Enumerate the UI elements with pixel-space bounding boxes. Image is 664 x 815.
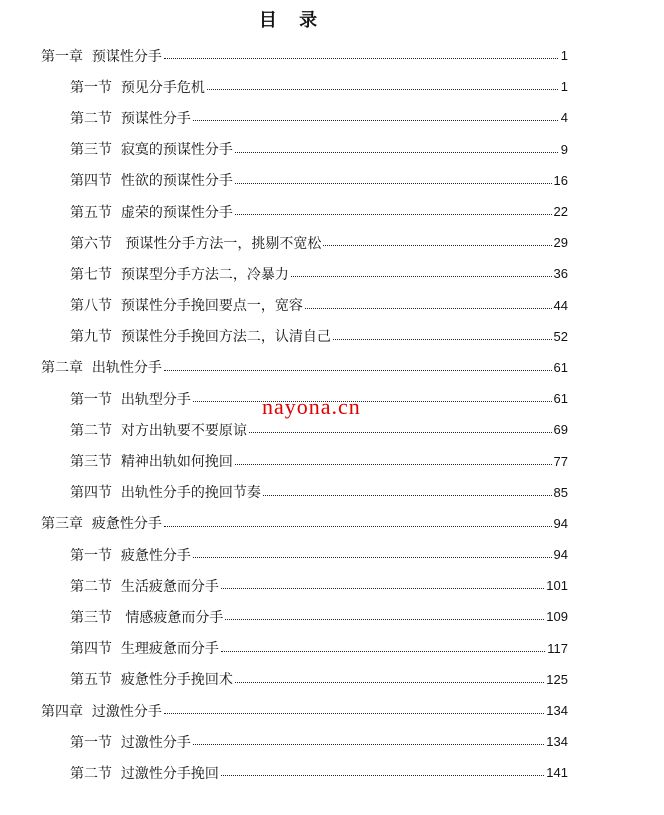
toc-entry-page-number: 125 <box>546 671 568 687</box>
toc-section-entry[interactable] <box>0 757 664 788</box>
toc-entry-label: 第一节 过激性分手 <box>70 734 191 751</box>
dot-leader <box>164 370 552 371</box>
toc-chapter-entry[interactable] <box>0 508 664 539</box>
toc-section-entry[interactable] <box>0 539 664 570</box>
toc-entry-label: 第二节 生活疲惫而分手 <box>70 578 219 595</box>
toc-section-entry[interactable] <box>0 227 664 258</box>
toc-entry-label: 第七节 预谋型分手方法二，冷暴力 <box>70 266 289 283</box>
dot-leader <box>333 339 552 340</box>
toc-section-entry[interactable] <box>0 71 664 102</box>
dot-leader <box>323 245 551 246</box>
dot-leader <box>207 89 558 90</box>
toc-entry-page-number: 1 <box>560 48 568 64</box>
toc-entry-label: 第三节 寂寞的预谋性分手 <box>70 142 233 159</box>
dot-leader <box>305 308 552 309</box>
toc-entry-page-number: 61 <box>553 359 568 375</box>
dot-leader <box>235 183 552 184</box>
dot-leader <box>249 432 552 433</box>
toc-section-entry[interactable] <box>0 196 664 227</box>
toc-entry-label: 第六节 预谋性分手方法一，挑剔不宽松 <box>70 235 322 252</box>
dot-leader <box>164 58 558 59</box>
toc-entry-label: 第四节 生理疲惫而分手 <box>70 641 219 658</box>
toc-section-entry[interactable] <box>0 477 664 508</box>
toc-entry-label: 第二节 过激性分手挽回 <box>70 765 219 782</box>
toc-entry-label: 第二章 出轨性分手 <box>41 360 162 377</box>
dot-leader <box>193 120 558 121</box>
toc-section-entry[interactable] <box>0 601 664 632</box>
dot-leader <box>221 775 544 776</box>
toc-entry-page-number: 52 <box>553 328 568 344</box>
dot-leader <box>221 588 544 589</box>
toc-entry-label: 第一章 预谋性分手 <box>41 48 162 65</box>
toc-chapter-entry[interactable] <box>0 352 664 383</box>
toc-section-entry[interactable] <box>0 321 664 352</box>
page-title: 目 录 <box>258 10 326 31</box>
toc-entry-page-number: 134 <box>546 703 568 719</box>
toc-section-entry[interactable] <box>0 102 664 133</box>
toc-entry-page-number: 134 <box>546 734 568 750</box>
toc-entry-page-number: 117 <box>547 640 568 656</box>
toc-entry-label: 第一节 疲惫性分手 <box>70 547 191 564</box>
toc-entry-page-number: 94 <box>553 547 568 563</box>
dot-leader <box>193 401 552 402</box>
toc-entry-label: 第二节 对方出轨要不要原谅 <box>70 422 247 439</box>
dot-leader <box>235 214 552 215</box>
toc-entry-page-number: 29 <box>553 235 568 251</box>
toc-entry-label: 第三章 疲惫性分手 <box>41 516 162 533</box>
toc-entry-label: 第九节 预谋性分手挽回方法二，认清自己 <box>70 329 331 346</box>
toc-section-entry[interactable] <box>0 290 664 321</box>
toc-entry-page-number: 85 <box>553 484 568 500</box>
toc-entry-page-number: 77 <box>553 453 568 469</box>
toc-entry-label: 第一节 出轨型分手 <box>70 391 191 408</box>
toc-section-entry[interactable] <box>0 633 664 664</box>
dot-leader <box>235 464 552 465</box>
dot-leader <box>263 495 552 496</box>
toc-entry-label: 第三节 情感疲惫而分手 <box>70 609 224 626</box>
toc-section-entry[interactable] <box>0 664 664 695</box>
toc-entry-page-number: 61 <box>553 391 568 407</box>
toc-section-entry[interactable] <box>0 134 664 165</box>
toc-section-entry[interactable] <box>0 445 664 476</box>
toc-entry-page-number: 94 <box>553 515 568 531</box>
watermark: nayona.cn <box>262 394 361 419</box>
toc-entry-page-number: 1 <box>560 79 568 95</box>
dot-leader <box>193 744 544 745</box>
dot-leader <box>235 682 544 683</box>
dot-leader <box>235 152 558 153</box>
toc-entry-page-number: 109 <box>546 609 568 625</box>
toc-chapter-entry[interactable] <box>0 40 664 71</box>
toc-entry-page-number: 44 <box>553 297 568 313</box>
dot-leader <box>225 619 544 620</box>
dot-leader <box>164 713 544 714</box>
toc-section-entry[interactable] <box>0 165 664 196</box>
toc-entry-label: 第一节 预见分手危机 <box>70 79 205 96</box>
toc-entry-label: 第四章 过激性分手 <box>41 703 162 720</box>
toc-entry-page-number: 4 <box>560 110 568 126</box>
toc-section-entry[interactable] <box>0 258 664 289</box>
toc-chapter-entry[interactable] <box>0 695 664 726</box>
toc-section-entry[interactable] <box>0 726 664 757</box>
toc-entry-label: 第五节 疲惫性分手挽回术 <box>70 672 233 689</box>
toc-entry-label: 第三节 精神出轨如何挽回 <box>70 454 233 471</box>
dot-leader <box>291 276 552 277</box>
toc-entry-label: 第四节 出轨性分手的挽回节奏 <box>70 485 261 502</box>
toc-entry-page-number: 22 <box>553 204 568 220</box>
toc-entry-page-number: 69 <box>553 422 568 438</box>
toc-entry-page-number: 16 <box>553 172 568 188</box>
toc-entry-label: 第四节 性欲的预谋性分手 <box>70 173 233 190</box>
toc-entry-page-number: 9 <box>560 141 568 157</box>
dot-leader <box>221 651 545 652</box>
toc-entry-label: 第二节 预谋性分手 <box>70 110 191 127</box>
toc-entry-page-number: 101 <box>546 578 568 594</box>
toc-entry-page-number: 141 <box>546 765 568 781</box>
toc-entry-label: 第八节 预谋性分手挽回要点一，宽容 <box>70 298 303 315</box>
dot-leader <box>193 557 552 558</box>
toc-entry-label: 第五节 虚荣的预谋性分手 <box>70 204 233 221</box>
dot-leader <box>164 526 552 527</box>
toc-entry-page-number: 36 <box>553 266 568 282</box>
toc-section-entry[interactable] <box>0 570 664 601</box>
